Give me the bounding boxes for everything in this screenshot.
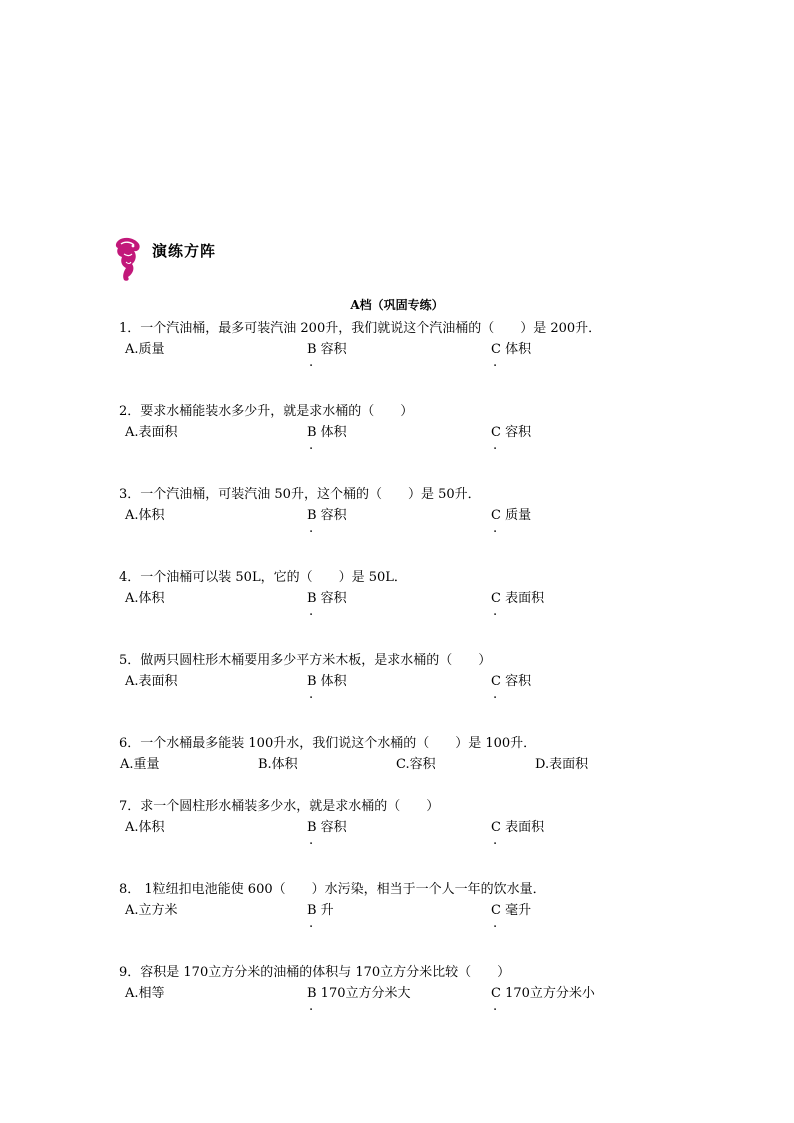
level-title: A档（巩固专练）	[350, 298, 444, 312]
option-a: A.体积	[125, 820, 165, 835]
option-b-dot: .	[309, 916, 314, 931]
option-c: C 容积	[491, 425, 532, 440]
option-b: B.体积	[258, 757, 298, 772]
option-a: A.体积	[125, 508, 165, 523]
option-c-dot: .	[493, 999, 498, 1014]
option-d: D.表面积	[535, 757, 589, 772]
question-stem: 5．做两只圆柱形木桶要用多少平方米木板，是求水桶的（ ）	[119, 653, 492, 668]
option-b: B 体积	[307, 425, 347, 440]
option-b-dot: .	[309, 999, 314, 1014]
option-b-dot: .	[309, 833, 314, 848]
option-c-dot: .	[493, 521, 498, 536]
option-c-dot: .	[493, 833, 498, 848]
option-b-dot: .	[309, 438, 314, 453]
option-a: A.质量	[125, 342, 165, 357]
option-c-dot: .	[493, 687, 498, 702]
question-stem: 9．容积是 170立方分米的油桶的体积与 170立方分米比较（ ）	[119, 965, 511, 980]
option-b: B 170立方分米大	[307, 986, 411, 1001]
option-c-dot: .	[493, 355, 498, 370]
option-b-dot: .	[309, 521, 314, 536]
option-c: C 表面积	[491, 591, 545, 606]
option-a: A.立方米	[125, 903, 178, 918]
option-a: A.重量	[120, 757, 160, 772]
option-c-dot: .	[493, 604, 498, 619]
dolphin-icon	[113, 236, 143, 282]
option-b-dot: .	[309, 604, 314, 619]
option-c: C 表面积	[491, 820, 545, 835]
option-c: C 质量	[491, 508, 532, 523]
question-stem: 4．一个油桶可以装 50L，它的（ ）是 50L．	[119, 570, 407, 585]
option-c: C 170立方分米小	[491, 986, 595, 1001]
option-b-dot: .	[309, 687, 314, 702]
option-b-dot: .	[309, 355, 314, 370]
option-c-dot: .	[493, 438, 498, 453]
option-c: C 毫升	[491, 903, 532, 918]
option-a: A.表面积	[125, 425, 178, 440]
question-stem: 3．一个汽油桶，可装汽油 50升，这个桶的（ ）是 50升．	[119, 487, 481, 502]
section-header	[113, 236, 413, 282]
option-a: A.体积	[125, 591, 165, 606]
section-title: 演练方阵	[152, 242, 217, 260]
option-c: C.容积	[396, 757, 436, 772]
option-c-dot: .	[493, 916, 498, 931]
option-c: C 容积	[491, 674, 532, 689]
option-b: B 容积	[307, 591, 347, 606]
option-b: B 容积	[307, 342, 347, 357]
option-a: A.相等	[125, 986, 165, 1001]
option-b: B 升	[307, 903, 334, 918]
option-b: B 容积	[307, 508, 347, 523]
option-a: A.表面积	[125, 674, 178, 689]
question-stem: 1．一个汽油桶，最多可装汽油 200升，我们就说这个汽油桶的（ ）是 200升．	[119, 321, 602, 336]
question-stem: 7．求一个圆柱形水桶装多少水，就是求水桶的（ ）	[119, 799, 440, 814]
option-b: B 体积	[307, 674, 347, 689]
question-stem: 2．要求水桶能装水多少升，就是求水桶的（ ）	[119, 404, 414, 419]
question-stem: 6．一个水桶最多能装 100升水，我们说这个水桶的（ ）是 100升．	[119, 736, 537, 751]
option-c: C 体积	[491, 342, 532, 357]
option-b: B 容积	[307, 820, 347, 835]
question-stem: 8． 1粒纽扣电池能使 600（ ）水污染，相当于一个人一年的饮水量．	[119, 882, 546, 897]
